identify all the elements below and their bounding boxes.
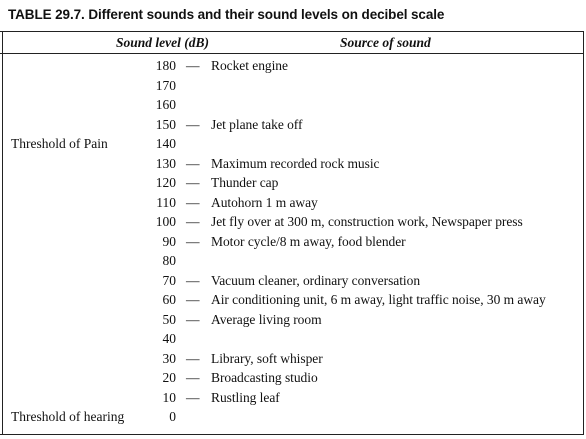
row-source: Rustling leaf — [211, 389, 280, 405]
header-sound-level: Sound level (dB) — [116, 35, 209, 50]
table-row — [0, 292, 584, 312]
row-sound-level: 100 — [155, 214, 176, 229]
table-top-rule — [0, 31, 584, 32]
table-row — [0, 234, 584, 254]
row-source: Thunder cap — [211, 175, 279, 190]
row-source: Average living room — [211, 311, 322, 327]
table-row — [0, 78, 584, 98]
table-row — [0, 390, 584, 410]
row-sound-level: 80 — [162, 253, 176, 268]
table-row — [0, 331, 584, 351]
table-caption: TABLE 29.7. Different sounds and their sound levels on decibel scale — [8, 7, 445, 22]
row-dash: — — [186, 272, 200, 288]
row-sound-level: 120 — [155, 175, 176, 190]
row-sound-level: 170 — [155, 77, 176, 93]
row-threshold-label: Threshold of Pain — [11, 136, 108, 151]
row-sound-level: 180 — [155, 58, 176, 73]
row-source: Autohorn 1 m away — [211, 194, 318, 210]
row-threshold-label: Threshold of hearing — [11, 409, 125, 424]
row-dash: — — [186, 116, 200, 132]
row-dash: — — [186, 389, 200, 405]
row-source: Library, soft whisper — [211, 350, 323, 366]
row-sound-level: 110 — [156, 194, 176, 210]
row-dash: — — [186, 155, 200, 171]
row-source: Jet fly over at 300 m, construction work, Newspaper press — [211, 214, 523, 229]
table-row — [0, 409, 584, 429]
table-row — [0, 117, 584, 137]
row-source: Broadcasting studio — [211, 370, 318, 385]
row-source: Air conditioning unit, 6 m away, light traffic noise, 30 m away — [211, 292, 546, 307]
row-sound-level: 50 — [162, 311, 176, 327]
row-dash: — — [186, 175, 200, 190]
row-source: Vacuum cleaner, ordinary conversation — [211, 272, 421, 288]
row-source: Maximum recorded rock music — [211, 155, 380, 171]
header-source-of-sound: Source of sound — [340, 35, 431, 50]
row-sound-level: 150 — [155, 116, 176, 132]
row-dash: — — [186, 58, 200, 73]
row-sound-level: 60 — [162, 292, 176, 307]
row-dash: — — [186, 194, 200, 210]
table-row — [0, 312, 584, 332]
row-dash: — — [186, 311, 200, 327]
table-bottom-rule — [0, 434, 584, 435]
table-row — [0, 156, 584, 176]
table-row — [0, 370, 584, 390]
row-sound-level: 130 — [155, 155, 176, 171]
row-sound-level: 20 — [162, 370, 176, 385]
row-source: Jet plane take off — [211, 116, 303, 132]
table-row — [0, 175, 584, 195]
table-row — [0, 97, 584, 117]
table-row — [0, 214, 584, 234]
table-row — [0, 253, 584, 273]
table-row — [0, 351, 584, 371]
row-dash: — — [186, 370, 200, 385]
row-dash: — — [186, 214, 200, 229]
row-source: Motor cycle/8 m away, food blender — [211, 233, 406, 249]
table-header-rule — [0, 53, 584, 54]
table-row — [0, 195, 584, 215]
table-row — [0, 58, 584, 78]
table-row — [0, 136, 584, 156]
row-dash: — — [186, 233, 200, 249]
row-sound-level: 90 — [162, 233, 176, 249]
row-sound-level: 0 — [169, 409, 176, 424]
row-sound-level: 10 — [162, 389, 176, 405]
row-sound-level: 30 — [162, 350, 176, 366]
row-sound-level: 140 — [155, 136, 176, 151]
table-row — [0, 273, 584, 293]
row-source: Rocket engine — [211, 58, 288, 73]
row-sound-level: 70 — [162, 272, 176, 288]
row-dash: — — [186, 350, 200, 366]
table-body — [0, 58, 584, 429]
row-sound-level: 40 — [162, 331, 176, 346]
row-sound-level: 160 — [155, 97, 176, 112]
row-dash: — — [186, 292, 200, 307]
